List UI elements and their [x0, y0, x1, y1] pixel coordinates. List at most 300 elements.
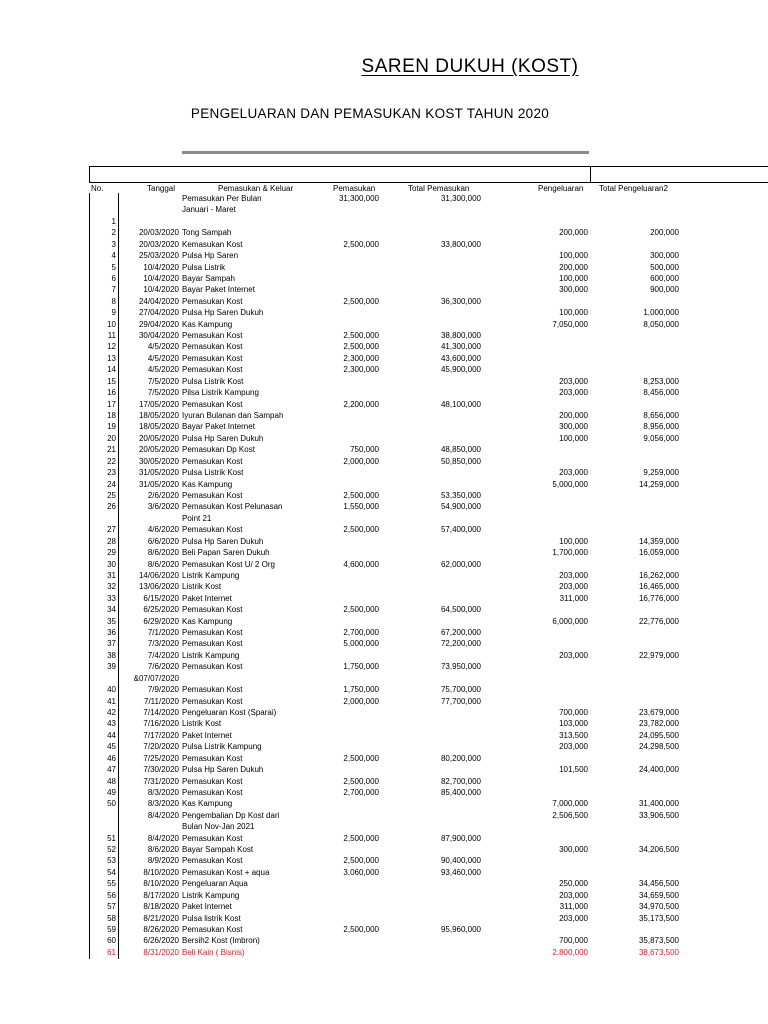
cell-no: 17 — [107, 399, 116, 409]
cell-pengeluaran: 203,000 — [559, 570, 588, 580]
cell-no: 13 — [107, 353, 116, 363]
cell-keterangan: Pemasukan Kost — [182, 490, 243, 500]
cell-pengeluaran: 100,000 — [559, 433, 588, 443]
cell-total-pengeluaran: 24,095,500 — [638, 730, 679, 740]
cell-keterangan: Pulsa Listrik — [182, 262, 226, 272]
table-row — [89, 513, 768, 524]
cell-no: 59 — [107, 925, 116, 934]
cell-pengeluaran: 101,500 — [559, 765, 588, 775]
cell-pengeluaran: 203,000 — [559, 742, 588, 752]
table-row — [89, 935, 768, 946]
cell-keterangan: Pemasukan Kost — [182, 605, 243, 615]
table-row — [89, 250, 768, 261]
cell-no: 34 — [107, 605, 116, 615]
cell-total-pengeluaran: 8,956,000 — [643, 422, 679, 432]
table-row — [89, 730, 768, 741]
table-row — [89, 501, 768, 512]
cell-pengeluaran: 203,000 — [559, 468, 588, 478]
cell-keterangan: Pulsa Listrik Kost — [182, 376, 244, 386]
cell-total-pengeluaran: 200,000 — [650, 228, 679, 238]
table-row — [89, 239, 768, 250]
cell-pengeluaran: 100,000 — [559, 536, 588, 546]
table-row — [89, 262, 768, 273]
cell-keterangan: Pemasukan Kost — [182, 787, 243, 797]
cell-total-pengeluaran: 34,456,500 — [638, 879, 679, 889]
cell-total-pengeluaran: 33,906,500 — [638, 810, 679, 820]
table-row — [89, 901, 768, 912]
table-row — [89, 753, 768, 764]
cell-total-pemasukan: 48,850,000 — [440, 445, 481, 455]
cell-no: 61 — [107, 947, 116, 957]
cell-keterangan: Beli Papan Saren Dukuh — [182, 548, 270, 558]
table-row — [89, 467, 768, 478]
cell-total-pengeluaran: 22,979,000 — [638, 650, 679, 660]
cell-keterangan: Pemasukan Kost — [182, 776, 243, 786]
table-row — [89, 284, 768, 295]
cell-keterangan: Pengeluaran Aqua — [182, 879, 248, 889]
cell-keterangan: Pemasukan Kost — [182, 296, 243, 306]
cell-total-pengeluaran: 500,000 — [650, 262, 679, 272]
cell-no: 58 — [107, 913, 116, 923]
table-row — [89, 844, 768, 855]
cell-keterangan: Pemasukan Kost — [182, 365, 243, 375]
cell-total-pengeluaran: 8,253,000 — [643, 376, 679, 386]
cell-keterangan: Pemasukan Kost — [182, 753, 243, 763]
table-row — [89, 216, 768, 227]
cell-keterangan: Bayar Paket Internet — [182, 285, 255, 295]
cell-tanggal: 7/1/2020 — [147, 628, 179, 638]
cell-keterangan: Paket Internet — [182, 730, 232, 740]
cell-tanggal: 8/10/2020 — [143, 879, 179, 889]
cell-pemasukan: 1,750,000 — [343, 685, 379, 695]
cell-keterangan: Pulsa listrik Kost — [182, 913, 241, 923]
cell-no: 35 — [107, 616, 116, 626]
cell-keterangan: Pemasukan Kost — [182, 628, 243, 638]
table-row — [89, 353, 768, 364]
cell-keterangan: Bersih2 Kost (Imbron) — [182, 936, 260, 946]
cell-pengeluaran: 103,000 — [559, 719, 588, 729]
cell-no: 57 — [107, 902, 116, 912]
cell-pengeluaran: 2,506,500 — [552, 810, 588, 820]
cell-tanggal: 7/5/2020 — [147, 388, 179, 398]
cell-no: 9 — [111, 308, 116, 318]
cell-tanggal: 2/6/2020 — [147, 490, 179, 500]
cell-pemasukan: 1,550,000 — [343, 502, 379, 512]
cell-tanggal: 7/31/2020 — [143, 776, 179, 786]
table-row — [89, 684, 768, 695]
cell-pemasukan: 2,000,000 — [343, 696, 379, 706]
cell-keterangan: Kas Kampung — [182, 616, 233, 626]
table-row — [89, 616, 768, 627]
table-row — [89, 364, 768, 375]
cell-total-pengeluaran: 38,673,500 — [638, 947, 679, 957]
cell-total-pengeluaran: 24,298,500 — [638, 742, 679, 752]
table-row — [89, 410, 768, 421]
cell-no: 18 — [107, 411, 116, 421]
cell-pengeluaran: 311,000 — [559, 902, 588, 912]
cell-tanggal: 6/26/2020 — [143, 936, 179, 946]
cell-tanggal: 10/4/2020 — [143, 285, 179, 295]
cell-pemasukan: 2,300,000 — [343, 365, 379, 375]
cell-keterangan: Pengembalian Dp Kost dari — [182, 810, 280, 820]
table-row — [89, 421, 768, 432]
cell-pengeluaran: 200,000 — [559, 262, 588, 272]
cell-pengeluaran: 100,000 — [559, 273, 588, 283]
cell-tanggal: 14/06/2020 — [138, 570, 179, 580]
cell-no: 15 — [107, 376, 116, 386]
cell-total-pengeluaran: 16,776,000 — [638, 593, 679, 603]
cell-total-pemasukan: 31,300,000 — [440, 194, 481, 203]
table-row — [89, 707, 768, 718]
table-row — [89, 456, 768, 467]
cell-no: 4 — [111, 251, 116, 261]
cell-no: 29 — [107, 548, 116, 558]
cell-pengeluaran: 203,000 — [559, 890, 588, 900]
cell-keterangan: Pemasukan Kost — [182, 353, 243, 363]
cell-total-pengeluaran: 8,456,000 — [643, 388, 679, 398]
cell-keterangan: Pemasukan Kost — [182, 833, 243, 843]
cell-keterangan: Pengeluaran Kost (Sparai) — [182, 707, 277, 717]
cell-total-pengeluaran: 300,000 — [650, 251, 679, 261]
table-body — [89, 193, 768, 958]
cell-tanggal: 6/6/2020 — [147, 536, 179, 546]
cell-keterangan: Paket Internet — [182, 902, 232, 912]
cell-no: 27 — [107, 525, 116, 535]
cell-pemasukan: 750,000 — [350, 445, 379, 455]
cell-total-pengeluaran: 16,059,000 — [638, 548, 679, 558]
table-row — [89, 559, 768, 570]
table-row — [89, 341, 768, 352]
cell-no: 40 — [107, 685, 116, 695]
cell-pemasukan: 2,500,000 — [343, 331, 379, 341]
cell-tanggal: 4/5/2020 — [147, 365, 179, 375]
cell-keterangan: Pemasukan Kost — [182, 696, 243, 706]
cell-keterangan: Pulsa Hp Saren Dukuh — [182, 433, 264, 443]
cell-no: 2 — [111, 228, 116, 238]
cell-keterangan: Pemasukan Kost — [182, 331, 243, 341]
cell-pemasukan: 2,500,000 — [343, 525, 379, 535]
cell-total-pemasukan: 67,200,000 — [440, 628, 481, 638]
cell-total-pengeluaran: 14,359,000 — [638, 536, 679, 546]
cell-keterangan: Pemasukan Kost — [182, 525, 243, 535]
cell-no: 50 — [107, 799, 116, 809]
header-pemasukan: Pemasukan — [333, 184, 376, 193]
cell-no: 10 — [107, 319, 116, 329]
cell-tanggal: 8/6/2020 — [147, 548, 179, 558]
cell-keterangan: Pemasukan Kost — [182, 925, 243, 934]
cell-tanggal: 8/17/2020 — [143, 890, 179, 900]
document-subtitle: PENGELUARAN DAN PEMASUKAN KOST TAHUN 2020 — [190, 106, 550, 121]
cell-tanggal: 8/26/2020 — [143, 925, 179, 934]
cell-total-pemasukan: 62,000,000 — [440, 559, 481, 569]
cell-keterangan: Pemasukan Kost Pelunasan — [182, 502, 283, 512]
gray-divider — [182, 151, 589, 154]
cell-keterangan: Pemasukan Kost — [182, 685, 243, 695]
cell-keterangan: Pulsa Hp Saren Dukuh — [182, 536, 264, 546]
cell-total-pengeluaran: 35,873,500 — [638, 936, 679, 946]
cell-tanggal: 8/4/2020 — [147, 810, 179, 820]
cell-keterangan: Bulan Nov-Jan 2021 — [182, 822, 255, 832]
cell-tanggal: 24/04/2020 — [138, 296, 179, 306]
cell-no: 12 — [107, 342, 116, 352]
cell-no: 56 — [107, 890, 116, 900]
cell-no: 19 — [107, 422, 116, 432]
table-row — [89, 581, 768, 592]
cell-total-pemasukan: 43,600,000 — [440, 353, 481, 363]
cell-no: 51 — [107, 833, 116, 843]
cell-total-pemasukan: 82,700,000 — [440, 776, 481, 786]
cell-tanggal: 29/04/2020 — [138, 319, 179, 329]
cell-tanggal: 31/05/2020 — [138, 479, 179, 489]
cell-pemasukan: 4,600,000 — [343, 559, 379, 569]
cell-tanggal: 20/03/2020 — [138, 239, 179, 249]
cell-pemasukan: 2,700,000 — [343, 628, 379, 638]
cell-pengeluaran: 300,000 — [559, 422, 588, 432]
cell-total-pengeluaran: 31,400,000 — [638, 799, 679, 809]
table-row — [89, 307, 768, 318]
cell-no: 52 — [107, 845, 116, 855]
table-row — [89, 536, 768, 547]
cell-total-pengeluaran: 8,656,000 — [643, 411, 679, 421]
cell-keterangan: Kas Kampung — [182, 799, 233, 809]
cell-tanggal: 7/3/2020 — [147, 639, 179, 649]
cell-no: 5 — [111, 262, 116, 272]
cell-total-pemasukan: 72,200,000 — [440, 639, 481, 649]
cell-tanggal: 4/5/2020 — [147, 353, 179, 363]
cell-pengeluaran: 200,000 — [559, 411, 588, 421]
cell-tanggal: 10/4/2020 — [143, 273, 179, 283]
table-row — [89, 650, 768, 661]
cell-total-pemasukan: 45,900,000 — [440, 365, 481, 375]
table-row — [89, 547, 768, 558]
cell-total-pengeluaran: 16,465,000 — [638, 582, 679, 592]
cell-pemasukan: 2,700,000 — [343, 787, 379, 797]
table-row — [89, 810, 768, 821]
cell-tanggal: 8/6/2020 — [147, 559, 179, 569]
cell-total-pemasukan: 38,800,000 — [440, 331, 481, 341]
cell-total-pemasukan: 85,400,000 — [440, 787, 481, 797]
cell-total-pengeluaran: 600,000 — [650, 273, 679, 283]
table-row — [89, 444, 768, 455]
cell-no: 43 — [107, 719, 116, 729]
table-row — [89, 524, 768, 535]
cell-no: 36 — [107, 628, 116, 638]
cell-tanggal: 18/05/2020 — [138, 411, 179, 421]
table-row — [89, 204, 768, 215]
cell-tanggal: 7/6/2020 — [147, 662, 179, 672]
table-row — [89, 741, 768, 752]
table-row — [89, 821, 768, 832]
cell-pengeluaran: 7,050,000 — [552, 319, 588, 329]
header-total-pengeluaran: Total Pengeluaran2 — [599, 184, 668, 193]
cell-total-pemasukan: 93,460,000 — [440, 867, 481, 877]
cell-pemasukan: 2,500,000 — [343, 342, 379, 352]
cell-keterangan: Januari - Maret — [182, 205, 236, 215]
cell-no: 6 — [111, 273, 116, 283]
header-total-pemasukan: Total Pemasukan — [408, 184, 470, 193]
cell-tanggal: 8/31/2020 — [143, 947, 179, 957]
cell-tanggal: 18/05/2020 — [138, 422, 179, 432]
cell-tanggal: 7/4/2020 — [147, 650, 179, 660]
cell-total-pengeluaran: 35,173,500 — [638, 913, 679, 923]
cell-keterangan: Pemasukan Kost + aqua — [182, 867, 270, 877]
cell-tanggal: 3/6/2020 — [147, 502, 179, 512]
cell-no: 42 — [107, 707, 116, 717]
table-row — [89, 867, 768, 878]
table-row — [89, 718, 768, 729]
cell-pemasukan: 5,000,000 — [343, 639, 379, 649]
table-row — [89, 855, 768, 866]
cell-pemasukan: 31,300,000 — [338, 194, 379, 203]
table-row — [89, 798, 768, 809]
cell-tanggal: 10/4/2020 — [143, 262, 179, 272]
cell-no: 3 — [111, 239, 116, 249]
cell-keterangan: Listrik Kampung — [182, 890, 240, 900]
cell-total-pengeluaran: 16,262,000 — [638, 570, 679, 580]
table-row — [89, 776, 768, 787]
cell-pengeluaran: 300,000 — [559, 845, 588, 855]
cell-no: 8 — [111, 296, 116, 306]
cell-tanggal: 7/16/2020 — [143, 719, 179, 729]
cell-keterangan: Listrik Kost — [182, 719, 222, 729]
cell-tanggal: 7/11/2020 — [144, 696, 179, 706]
cell-tanggal: 27/04/2020 — [138, 308, 179, 318]
cell-keterangan: Pemasukan Dp Kost — [182, 445, 255, 455]
cell-no: 14 — [107, 365, 116, 375]
cell-pengeluaran: 5,000,000 — [552, 479, 588, 489]
cell-no: 31 — [107, 570, 116, 580]
cell-no: 25 — [107, 490, 116, 500]
cell-keterangan: Listrik Kampung — [182, 650, 240, 660]
table-row — [89, 193, 768, 204]
cell-total-pengeluaran: 34,970,500 — [638, 902, 679, 912]
cell-total-pengeluaran: 23,679,000 — [638, 707, 679, 717]
cell-tanggal: 17/05/2020 — [138, 399, 179, 409]
cell-pemasukan: 2,500,000 — [343, 296, 379, 306]
cell-pengeluaran: 311,000 — [559, 593, 588, 603]
table-row — [89, 330, 768, 341]
cell-no: 46 — [107, 753, 116, 763]
cell-keterangan: Bayar Sampah Kost — [182, 845, 254, 855]
cell-no: 33 — [107, 593, 116, 603]
cell-tanggal: 8/10/2020 — [143, 867, 179, 877]
cell-tanggal: 7/17/2020 — [143, 730, 179, 740]
cell-total-pengeluaran: 34,659,500 — [638, 890, 679, 900]
table-row — [89, 673, 768, 684]
cell-total-pengeluaran: 1,000,000 — [643, 308, 679, 318]
table-frame-left — [89, 166, 591, 183]
header-no: No. — [91, 184, 104, 193]
cell-no: 60 — [107, 936, 116, 946]
cell-tanggal: 20/05/2020 — [138, 433, 179, 443]
cell-keterangan: Pemasukan Kost U/ 2 Org — [182, 559, 275, 569]
cell-no: 44 — [107, 730, 116, 740]
cell-tanggal: 6/15/2020 — [143, 593, 179, 603]
cell-no: 30 — [107, 559, 116, 569]
table-row — [89, 273, 768, 284]
table-row — [89, 593, 768, 604]
table-row — [89, 661, 768, 672]
cell-tanggal: 7/5/2020 — [147, 376, 179, 386]
cell-total-pemasukan: 50,850,000 — [440, 456, 481, 466]
cell-tanggal: 31/05/2020 — [138, 468, 179, 478]
table-row — [89, 387, 768, 398]
cell-keterangan: Pulsa Listrik Kost — [182, 468, 244, 478]
cell-no: 47 — [107, 765, 116, 775]
cell-tanggal: 4/6/2020 — [147, 525, 179, 535]
cell-total-pengeluaran: 24,400,000 — [638, 765, 679, 775]
cell-tanggal: 8/3/2020 — [147, 799, 179, 809]
table-row — [89, 399, 768, 410]
cell-pemasukan: 1,750,000 — [343, 662, 379, 672]
cell-total-pemasukan: 48,100,000 — [440, 399, 481, 409]
table-row — [89, 319, 768, 330]
table-row — [89, 638, 768, 649]
cell-no: 20 — [107, 433, 116, 443]
cell-no: 22 — [107, 456, 116, 466]
table-row — [89, 627, 768, 638]
cell-pengeluaran: 2,800,000 — [552, 947, 588, 957]
document-title: SAREN DUKUH (KOST) — [361, 56, 579, 77]
cell-total-pengeluaran: 900,000 — [650, 285, 679, 295]
cell-keterangan: Listrik Kost — [182, 582, 222, 592]
cell-pemasukan: 2,500,000 — [343, 753, 379, 763]
cell-pengeluaran: 203,000 — [559, 650, 588, 660]
cell-tanggal: 30/04/2020 — [138, 331, 179, 341]
cell-pemasukan: 2,500,000 — [343, 605, 379, 615]
cell-total-pemasukan: 77,700,000 — [440, 696, 481, 706]
cell-tanggal: 7/30/2020 — [143, 765, 179, 775]
table-row — [89, 913, 768, 924]
table-row — [89, 433, 768, 444]
cell-total-pemasukan: 36,300,000 — [440, 296, 481, 306]
cell-total-pemasukan: 53,350,000 — [440, 490, 481, 500]
cell-total-pengeluaran: 14,259,000 — [638, 479, 679, 489]
cell-no: 24 — [107, 479, 116, 489]
table-row — [89, 947, 768, 958]
cell-tanggal: 6/29/2020 — [143, 616, 179, 626]
cell-keterangan: Pulsa Hp Saren — [182, 251, 239, 261]
cell-pengeluaran: 313,500 — [559, 730, 588, 740]
table-row — [89, 376, 768, 387]
cell-pengeluaran: 100,000 — [559, 251, 588, 261]
cell-no: 53 — [107, 856, 116, 866]
cell-no: 55 — [107, 879, 116, 889]
cell-no: 45 — [107, 742, 116, 752]
cell-total-pemasukan: 87,900,000 — [440, 833, 481, 843]
cell-no: 54 — [107, 867, 116, 877]
cell-keterangan: Pemasukan Kost — [182, 662, 243, 672]
table-row — [89, 490, 768, 501]
cell-tanggal: 7/20/2020 — [143, 742, 179, 752]
table-row — [89, 479, 768, 490]
cell-pengeluaran: 300,000 — [559, 285, 588, 295]
cell-no: 16 — [107, 388, 116, 398]
cell-keterangan: Pulsa Listrik Kampung — [182, 742, 262, 752]
cell-pemasukan: 2,500,000 — [343, 856, 379, 866]
cell-total-pemasukan: 90,400,000 — [440, 856, 481, 866]
cell-total-pengeluaran: 9,056,000 — [643, 433, 679, 443]
cell-pengeluaran: 203,000 — [559, 582, 588, 592]
table-row — [89, 764, 768, 775]
cell-pengeluaran: 700,000 — [559, 707, 588, 717]
cell-tanggal: 20/05/2020 — [138, 445, 179, 455]
cell-pemasukan: 2,500,000 — [343, 239, 379, 249]
cell-keterangan: Beli Kain ( Bisnis) — [182, 947, 245, 957]
cell-no: 49 — [107, 787, 116, 797]
table-row — [89, 878, 768, 889]
cell-tanggal: 8/21/2020 — [143, 913, 179, 923]
